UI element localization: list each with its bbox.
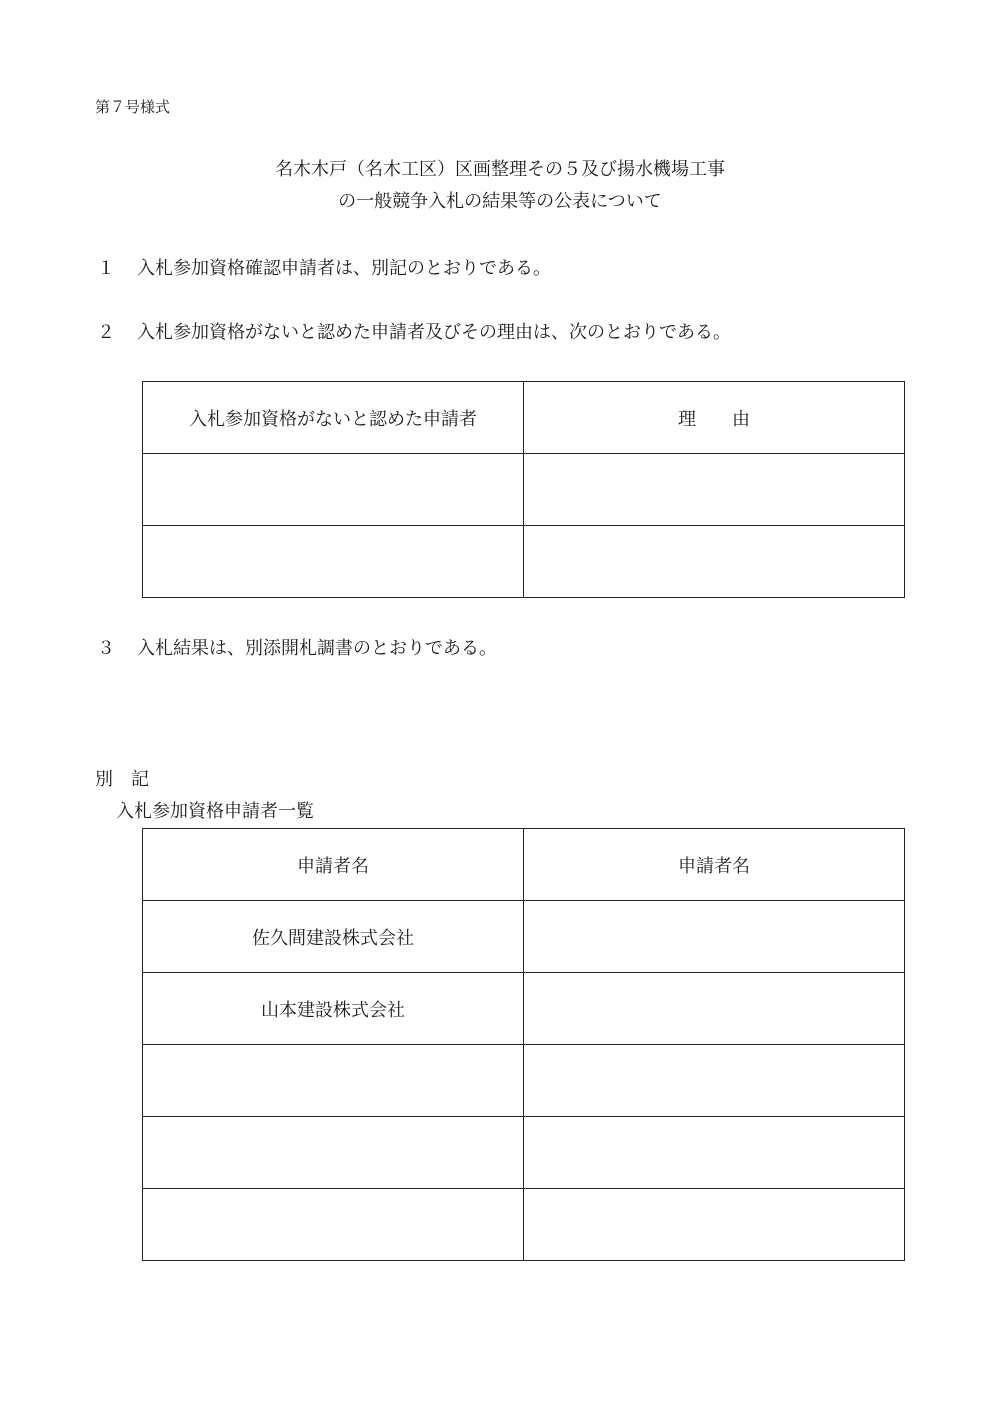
table-header-row <box>143 382 905 454</box>
item-text: 入札参加資格確認申請者は、別記のとおりである。 <box>137 258 551 279</box>
form-number: 第７号様式 <box>95 98 171 116</box>
table-cell <box>524 526 905 598</box>
header-cell: 入札参加資格がないと認めた申請者 <box>143 382 524 454</box>
item-text: 入札結果は、別添開札調書のとおりである。 <box>137 638 497 659</box>
table-row <box>143 526 905 598</box>
document-title-line-2: の一般競争入札の結果等の公表について <box>338 191 662 212</box>
header-cell: 申請者名 <box>143 829 524 901</box>
table-cell <box>524 454 905 526</box>
table-row <box>143 1117 905 1189</box>
applicant-name-cell <box>524 901 905 973</box>
document-title-line-1: 名木木戸（名木工区）区画整理その５及び揚水機場工事 <box>275 159 725 180</box>
item-2 <box>97 318 731 344</box>
applicant-name-cell: 佐久間建設株式会社 <box>143 901 524 973</box>
item-number: ３ <box>97 638 115 659</box>
item-1 <box>97 254 551 280</box>
table-cell <box>143 526 524 598</box>
applicant-name-cell <box>524 1045 905 1117</box>
header-cell: 理 由 <box>524 382 905 454</box>
disqualified-applicants-table <box>142 381 905 598</box>
item-number: ２ <box>97 322 115 343</box>
applicant-name-cell <box>524 1117 905 1189</box>
item-number: １ <box>97 258 115 279</box>
annex-label: 別 記 <box>95 769 149 790</box>
item-text: 入札参加資格がないと認めた申請者及びその理由は、次のとおりである。 <box>137 322 731 343</box>
table-row <box>143 973 905 1045</box>
applicant-name-cell <box>143 1189 524 1261</box>
applicant-name-cell: 山本建設株式会社 <box>143 973 524 1045</box>
table-row <box>143 1045 905 1117</box>
table-row <box>143 901 905 973</box>
applicant-name-cell <box>143 1045 524 1117</box>
applicants-list-table <box>142 828 905 1261</box>
header-cell: 申請者名 <box>524 829 905 901</box>
table-row <box>143 1189 905 1261</box>
item-3 <box>97 634 497 660</box>
applicant-name-cell <box>524 1189 905 1261</box>
applicant-name-cell <box>143 1117 524 1189</box>
table-header-row <box>143 829 905 901</box>
table-cell <box>143 454 524 526</box>
table-row <box>143 454 905 526</box>
annex-subtitle: 入札参加資格申請者一覧 <box>116 801 314 822</box>
applicant-name-cell <box>524 973 905 1045</box>
